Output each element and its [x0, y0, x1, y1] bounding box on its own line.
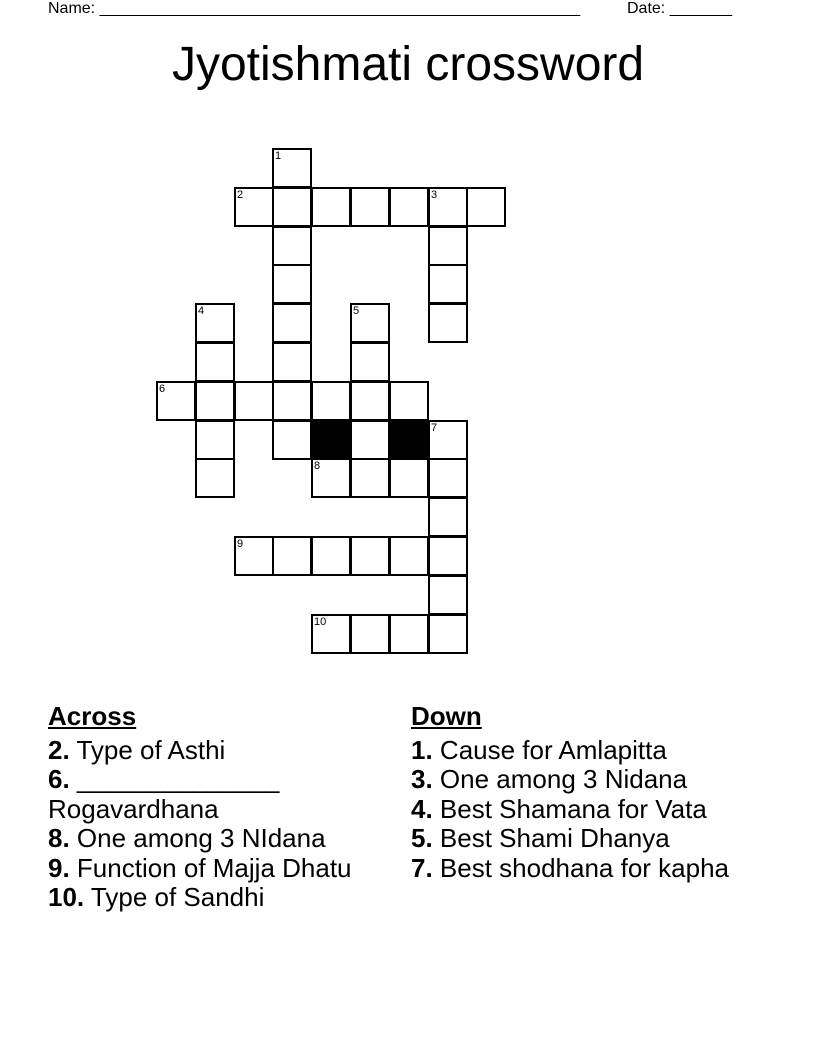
down-clue: [411, 824, 751, 854]
clue-text: Type of Asthi: [76, 734, 226, 765]
across-clue: [48, 765, 388, 824]
clue-text: Cause for Amlapitta: [439, 734, 667, 765]
cell-number: 4: [198, 305, 205, 317]
down-clue-list: [411, 736, 751, 884]
clue-text: One among 3 Nidana: [439, 764, 688, 794]
name-field-label: Name: ______________________________________________________: [48, 0, 581, 17]
down-clue: [411, 795, 751, 825]
crossword-cell[interactable]: [272, 342, 312, 382]
crossword-block-cell: [389, 420, 429, 460]
crossword-cell[interactable]: [428, 420, 468, 460]
crossword-cell[interactable]: [428, 458, 468, 498]
crossword-cell[interactable]: [389, 187, 429, 227]
cell-number: 1: [275, 150, 282, 162]
crossword-block-cell: [311, 420, 351, 460]
clue-number: 9.: [48, 852, 70, 883]
across-clue: [48, 824, 388, 854]
cell-number: 10: [314, 616, 327, 628]
crossword-cell[interactable]: [389, 614, 429, 654]
crossword-cell[interactable]: [272, 381, 312, 421]
crossword-cell[interactable]: [350, 381, 390, 421]
crossword-cell[interactable]: [428, 575, 468, 615]
cell-number: 8: [314, 460, 321, 472]
crossword-cell[interactable]: [272, 303, 312, 343]
crossword-cell[interactable]: [272, 264, 312, 304]
crossword-cell[interactable]: [234, 381, 274, 421]
crossword-cell[interactable]: [234, 536, 274, 576]
cell-number: 2: [237, 189, 244, 201]
crossword-cell[interactable]: [428, 303, 468, 343]
down-clue: [411, 736, 751, 766]
crossword-cell[interactable]: [350, 303, 390, 343]
across-clue: [48, 883, 388, 913]
crossword-cell[interactable]: [234, 187, 274, 227]
across-clues: [48, 702, 388, 913]
crossword-cell[interactable]: [195, 381, 235, 421]
crossword-cell[interactable]: [428, 536, 468, 576]
cell-number: 3: [431, 189, 438, 201]
clue-number: 10.: [48, 882, 85, 912]
crossword-cell[interactable]: [272, 187, 312, 227]
across-clue-list: [48, 736, 388, 913]
crossword-cell[interactable]: [428, 497, 468, 537]
across-heading: Across: [48, 701, 137, 731]
down-clue: [411, 854, 751, 884]
clue-text: Best Shamana for Vata: [439, 793, 707, 824]
crossword-cell[interactable]: [272, 536, 312, 576]
cell-number: 7: [431, 422, 438, 434]
clue-number: 8.: [48, 823, 70, 853]
crossword-cell[interactable]: [389, 536, 429, 576]
crossword-cell[interactable]: [311, 381, 351, 421]
crossword-cell[interactable]: [272, 148, 312, 188]
down-clues: [411, 702, 751, 883]
crossword-cell[interactable]: [350, 458, 390, 498]
clue-number: 6.: [48, 764, 70, 794]
clue-number: 7.: [411, 852, 433, 883]
clue-number: 5.: [411, 823, 433, 853]
crossword-cell[interactable]: [389, 458, 429, 498]
crossword-cell[interactable]: [350, 614, 390, 654]
crossword-cell[interactable]: [195, 458, 235, 498]
crossword-cell[interactable]: [272, 420, 312, 460]
crossword-cell[interactable]: [311, 614, 351, 654]
crossword-cell[interactable]: [272, 226, 312, 266]
cell-number: 5: [353, 305, 360, 317]
crossword-cell[interactable]: [428, 226, 468, 266]
clue-text: Best shodhana for kapha: [439, 852, 730, 883]
crossword-cell[interactable]: [350, 187, 390, 227]
cell-number: 6: [159, 383, 166, 395]
crossword-cell[interactable]: [156, 381, 196, 421]
clue-number: 4.: [411, 793, 433, 824]
crossword-cell[interactable]: [389, 381, 429, 421]
crossword-cell[interactable]: [195, 420, 235, 460]
crossword-cell[interactable]: [428, 614, 468, 654]
crossword-cell[interactable]: [466, 187, 506, 227]
down-heading: Down: [411, 701, 482, 731]
crossword-cell[interactable]: [428, 264, 468, 304]
clue-text: One among 3 NIdana: [76, 823, 326, 853]
crossword-cell[interactable]: [311, 536, 351, 576]
clue-text: Function of Majja Dhatu: [76, 852, 352, 883]
crossword-cell[interactable]: [428, 187, 468, 227]
across-clue: [48, 736, 388, 766]
across-clue: [48, 854, 388, 884]
clue-text: ______________ Rogavardhana: [48, 764, 280, 824]
date-field-label: Date: _______: [627, 0, 732, 17]
crossword-cell[interactable]: [350, 420, 390, 460]
crossword-cell[interactable]: [195, 303, 235, 343]
clue-number: 3.: [411, 764, 433, 794]
clue-text: Best Shami Dhanya: [439, 823, 670, 853]
crossword-cell[interactable]: [311, 458, 351, 498]
crossword-cell[interactable]: [311, 187, 351, 227]
clue-number: 1.: [411, 734, 433, 765]
crossword-cell[interactable]: [195, 342, 235, 382]
cell-number: 9: [237, 538, 244, 550]
clue-text: Type of Sandhi: [90, 882, 265, 912]
crossword-cell[interactable]: [350, 342, 390, 382]
down-clue: [411, 765, 751, 795]
page-title: Jyotishmati crossword: [171, 38, 645, 91]
crossword-cell[interactable]: [350, 536, 390, 576]
clue-number: 2.: [48, 734, 70, 765]
